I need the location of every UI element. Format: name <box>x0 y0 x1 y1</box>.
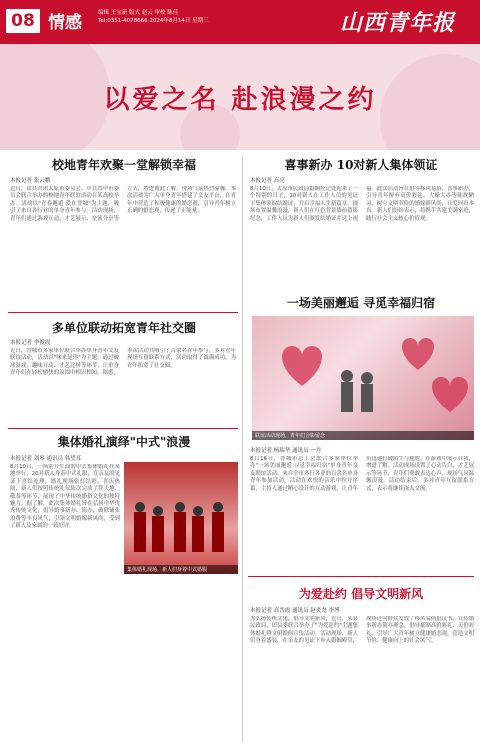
article-5-headline: 集体婚礼演绎"中式"浪漫 <box>57 435 191 449</box>
article-5-byline: 本报记者 刘琴 通讯员 韩望耳 <box>10 456 82 462</box>
article-3-byline: 本报记者 李俊霞 <box>10 340 51 346</box>
banner-title: 以爱之名 赴浪漫之约 <box>103 85 377 115</box>
article-3-body: 近日，晋城市多家单位联合举办单身青年交友联谊活动，活动以"缘来是你"为主题，通过破冰游戏、趣味互动、才艺比拼等环节，让单身青年们在轻松愉快的氛围中相识相知。据悉，本次活动共吸引了百余名青年参与，多对青年现场互留联系方式，活动取得了圆满成功，为青年拓宽了社交圈。 <box>10 348 236 377</box>
article-3-headline: 多单位联动拓宽青年社交圈 <box>51 321 196 335</box>
page-header <box>0 0 480 44</box>
page-number: 08 <box>6 9 40 33</box>
feature-banner <box>0 44 480 150</box>
article-1-headline: 校地青年欢聚一堂解锁幸福 <box>51 158 196 172</box>
header-meta <box>98 9 328 25</box>
article-6-byline: 本报记者 高晋霞 通讯员 赵炎尧 李博 <box>250 608 340 614</box>
editor-line: 编辑 王宝新 版式 赵云 审校 陈佳 <box>98 10 179 16</box>
article-1-byline: 本报记者 张云鹏 <box>10 178 51 184</box>
article-1-body: 近日，由共青团太原市委员会、中共晋中市委员会联合举办的校地青年联谊活动在某高校举办。活动以"青春邂逅 爱在晋城"为主题，吸引了来自各行业的单身青年参与。活动现场，青年们通过游戏互动、才艺展示、交流分享等方式，增进彼此了解，现场气氛热烈温馨。本次活动为广大单身青年搭建了交友平台，在青年中营造了积极健康的婚恋观，引导青年树立正确的婚恋观，传递了正能量。 <box>10 186 236 222</box>
heart-balloons-icon <box>252 316 474 440</box>
article-4-photo-caption: 联谊活动现场，青年们合影留念 <box>252 431 474 440</box>
article-5-photo-caption: 集体婚礼现场，新人们身着中式婚服 <box>124 565 238 574</box>
article-6-headline: 为爱赴约 倡导文明新风 <box>298 587 424 601</box>
article-2-headline: 喜事新办 10对新人集体领证 <box>284 158 438 172</box>
article-4-body: 8月16日，晋城市总工会联合多家单位举办"一场美丽邂逅 寻觅幸福归宿"单身青年交友联谊活动，来自全市各行各业的百余名单身青年参加活动。活动在欢快的音乐中拉开序幕，主持人通过精心设计的互动游戏，让青年们迅速打破陌生与尴尬，在游戏中展示自我，增进了解。活动现场设置了心动告白、才艺展示等环节，青年们勇敢表达心声，现场气氛温馨浪漫。活动结束后，多对青年互留联系方式，表示将继续深入交流。 <box>250 456 474 492</box>
article-6-body: 为弘扬传统文化，倡导文明新风，近日，某县民政局、团县委联合举办了"为爱赴约"主题集体婚礼暨文明婚俗宣传活动。活动现场，新人们身着盛装，在亲友的见证下步入婚姻殿堂，现场还向群众发放了移风易俗倡议书，宣传婚事新办简办理念，倡导抵制高价彩礼、天价彩礼，引导广大青年树立健康婚恋观，营造文明节俭、健康向上的社会风气。 <box>250 616 474 645</box>
wedding-couples-icon <box>124 462 238 574</box>
article-4-photo <box>252 316 474 440</box>
article-4-headline: 一场美丽邂逅 寻觅幸福归宿 <box>286 296 436 310</box>
newspaper-logo: 山西青年报 <box>340 10 456 36</box>
article-5-body-cont <box>10 578 236 738</box>
article-5-body: 8月10日，一场别开生面的中式集体婚礼在某地举行，20对新人身着中式礼服，在亲友的见证下喜结连理。婚礼现场张灯结彩，喜庆热闹，新人们按照传统礼仪依次完成了拜天地、敬茶等环节，展现了中华传统婚俗文化的独特魅力。据了解，此次集体婚礼旨在弘扬中华优秀传统文化，倡导婚事新办、简办，破除铺张浪费等不良风气，引领文明婚嫁新风尚，受到了新人及家属的一致好评。 <box>10 464 120 530</box>
article-5-photo <box>124 462 238 574</box>
date-line: Tel:0351-4078666 2024年8月14日 星期三 <box>98 18 209 24</box>
article-2-body: 8月10日，太原市民政局婚姻登记处迎来了一个特别的日子，10对新人在工作人员的见证下集体领取结婚证，开启幸福人生新篇章。现场布置温馨浪漫，新人们在红色背景墙前留影纪念，工作人员为新人们颁发结婚证并送上祝福。此次活动旨在倡导移风易俗、喜事新办，引导青年摒弃高价彩礼、大操大办等陈规陋习，树立文明节俭的婚嫁新风尚，让爱回归本真。新人们纷纷表示，将携手共建美满家庭，践行社会主义核心价值观。 <box>250 186 474 222</box>
article-4-byline: 本报记者 杨瑞华 通讯员 一丹 <box>250 448 322 454</box>
section-title: 情感 <box>48 13 82 33</box>
article-2-byline: 本报记者 高亮 <box>250 178 285 184</box>
